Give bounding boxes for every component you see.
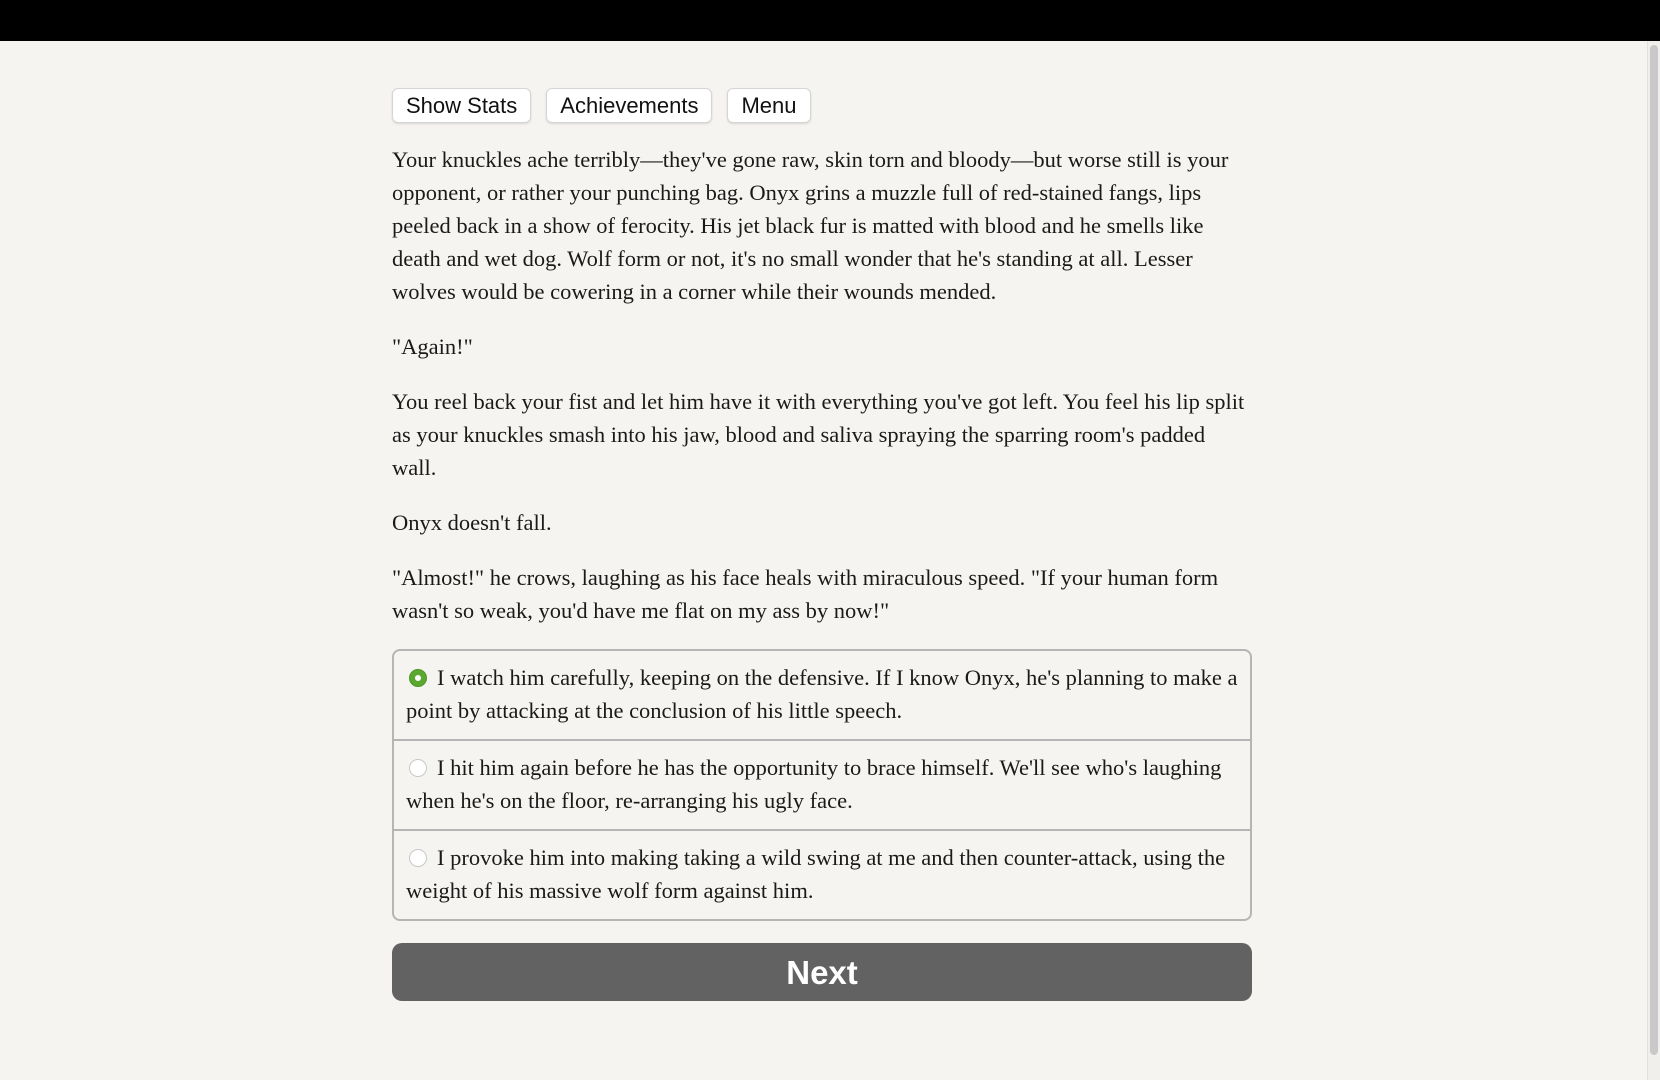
menu-button[interactable]: Menu <box>727 88 810 123</box>
choice-option-3[interactable] <box>394 829 1250 919</box>
choice-label: I watch him carefully, keeping on the defensive. If I know Onyx, he's planning to make a point by attacking at the conclusion of his little speech. <box>406 665 1238 723</box>
next-button[interactable]: Next <box>392 943 1252 1001</box>
story-paragraph: Onyx doesn't fall. <box>392 510 552 535</box>
choice-list <box>392 649 1252 921</box>
story-paragraph: Your knuckles ache terribly—they've gone raw, skin torn and bloody—but worse still is your opponent, or rather your punching bag. Onyx grins a muzzle full of red-stained fangs, lips peeled back in a show of ferocity. His jet black fur is matted with blood and he smells like death and wet dog. Wolf form or not, it's no small wonder that he's standing at all. Lesser wolves would be cowering in a corner while their wounds mended. <box>392 147 1229 304</box>
radio-selected-icon[interactable] <box>409 669 427 687</box>
top-bar <box>0 0 1660 41</box>
choice-option-2[interactable] <box>394 739 1250 829</box>
story-paragraph: You reel back your fist and let him have it with everything you've got left. You feel his lip split as your knuckles smash into his jaw, blood and saliva spraying the sparring room's padded wall. <box>392 389 1245 480</box>
radio-unselected-icon[interactable] <box>409 759 427 777</box>
scrollbar-thumb[interactable] <box>1650 45 1658 1055</box>
game-container <box>392 88 1252 1001</box>
story-paragraph: "Almost!" he crows, laughing as his face heals with miraculous speed. "If your human form wasn't so weak, you'd have me flat on my ass by now!" <box>392 565 1219 623</box>
achievements-button[interactable]: Achievements <box>546 88 712 123</box>
show-stats-button[interactable]: Show Stats <box>392 88 531 123</box>
toolbar <box>392 88 1252 123</box>
radio-unselected-icon[interactable] <box>409 849 427 867</box>
choice-label: I hit him again before he has the opportunity to brace himself. We'll see who's laughing when he's on the floor, re-arranging his ugly face. <box>406 755 1222 813</box>
choice-label: I provoke him into making taking a wild swing at me and then counter-attack, using the weight of his massive wolf form against him. <box>406 845 1226 903</box>
story-paragraph: "Again!" <box>392 334 473 359</box>
story-text <box>392 143 1252 627</box>
choice-option-1[interactable] <box>394 651 1250 739</box>
